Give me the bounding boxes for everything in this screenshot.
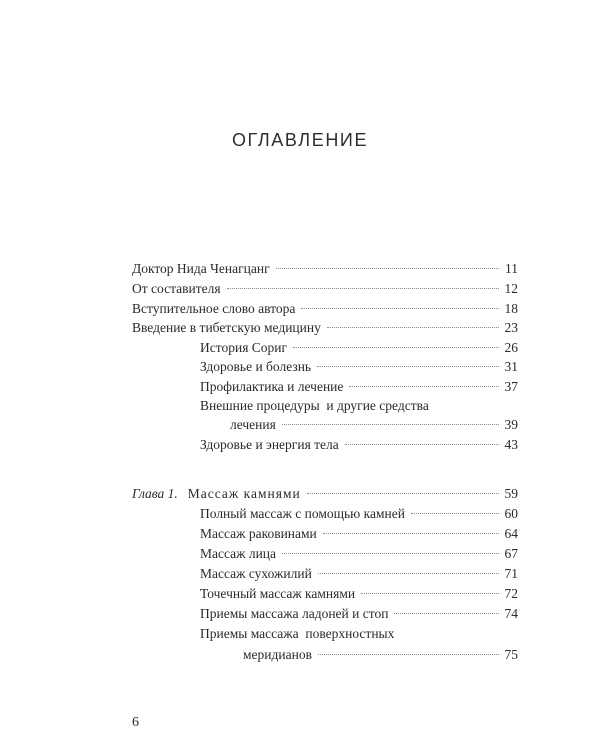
dot-leader xyxy=(394,613,498,614)
toc-entry-label: Приемы массажа ладоней и стоп xyxy=(200,606,389,621)
dot-leader xyxy=(318,654,499,655)
toc-entry-label: Массаж сухожилий xyxy=(200,566,312,581)
dot-leader xyxy=(323,533,499,534)
dot-leader xyxy=(276,268,499,269)
toc-entry-label: Массаж раковинами xyxy=(200,526,317,541)
toc-entry-page: 60 xyxy=(504,506,518,521)
toc-subentry xyxy=(200,524,518,544)
dot-leader xyxy=(227,288,499,289)
toc-entry-label: Точечный массаж камнями xyxy=(200,586,356,601)
toc-entry-label-line1: Внешние процедуры и другие средства xyxy=(200,398,429,413)
toc-entry-label-line1: Приемы массажа поверхностных xyxy=(200,626,395,641)
toc-entry-label: меридианов xyxy=(243,647,312,662)
toc-entry-page: 74 xyxy=(504,606,518,621)
toc-subentry xyxy=(200,435,518,455)
toc-entry-page: 18 xyxy=(504,301,518,316)
toc-entry-page: 67 xyxy=(504,546,518,561)
toc-chapter-entry xyxy=(132,484,518,504)
toc-entry-label: Вступительное слово автора xyxy=(132,301,296,316)
toc-entry-page: 11 xyxy=(505,261,518,276)
toc-entry-label: лечения xyxy=(230,417,276,432)
toc-entry-label: История Сориг xyxy=(200,340,288,355)
toc-subentry xyxy=(200,377,518,397)
dot-leader xyxy=(282,424,499,425)
dot-leader xyxy=(282,553,498,554)
dot-leader xyxy=(317,366,498,367)
toc-entry xyxy=(132,279,518,299)
toc-entry-page: 23 xyxy=(504,320,518,335)
toc-entry-page: 26 xyxy=(504,340,518,355)
dot-leader xyxy=(301,308,498,309)
dot-leader xyxy=(349,386,498,387)
toc-entry xyxy=(132,259,518,279)
toc-entry-page: 64 xyxy=(504,526,518,541)
toc-entry-page: 75 xyxy=(504,647,518,662)
dot-leader xyxy=(327,327,499,328)
dot-leader xyxy=(307,493,499,494)
toc-entry-page: 39 xyxy=(504,417,518,432)
toc-entry-label: Массаж лица xyxy=(200,546,277,561)
chapter-title: Массаж камнями xyxy=(187,486,301,501)
dot-leader xyxy=(411,513,499,514)
toc-entry-page: 37 xyxy=(504,379,518,394)
toc-entry-page: 12 xyxy=(504,281,518,296)
toc-subentry xyxy=(200,338,518,358)
toc-entry-label: Профилактика и лечение xyxy=(200,379,344,394)
toc-entry-label: Доктор Нида Ченагцанг xyxy=(132,261,270,276)
toc-entry-page: 31 xyxy=(504,359,518,374)
toc-subentry xyxy=(200,544,518,564)
page-title: ОГЛАВЛЕНИЕ xyxy=(231,130,369,150)
dot-leader xyxy=(293,347,498,348)
toc-entry-label: Введение в тибетскую медицину xyxy=(132,320,321,335)
toc-subentry xyxy=(200,564,518,584)
toc-entry-page: 71 xyxy=(504,566,518,581)
toc-subentry xyxy=(200,504,518,524)
toc-entry-label: От составителя xyxy=(132,281,221,296)
toc-entry-label: Полный массаж с помощью камней xyxy=(200,506,405,521)
page-number: 6 xyxy=(132,715,139,730)
toc-entry-page: 43 xyxy=(504,437,518,452)
toc-subentry xyxy=(243,645,518,665)
toc-subentry xyxy=(230,415,518,435)
toc-subentry xyxy=(200,604,518,624)
chapter-number: Глава 1. xyxy=(132,486,178,501)
toc-entry-label: Здоровье и болезнь xyxy=(200,359,312,374)
toc-entry xyxy=(132,299,518,319)
chapter-label xyxy=(132,484,301,504)
toc-entry-label: Здоровье и энергия тела xyxy=(200,437,339,452)
dot-leader xyxy=(318,573,499,574)
toc-entry-page: 72 xyxy=(504,586,518,601)
toc-subentry xyxy=(200,357,518,377)
dot-leader xyxy=(361,593,498,594)
toc-entry-page: 59 xyxy=(504,486,518,501)
dot-leader xyxy=(345,444,499,445)
toc-entry xyxy=(132,318,518,338)
toc-subentry xyxy=(200,584,518,604)
